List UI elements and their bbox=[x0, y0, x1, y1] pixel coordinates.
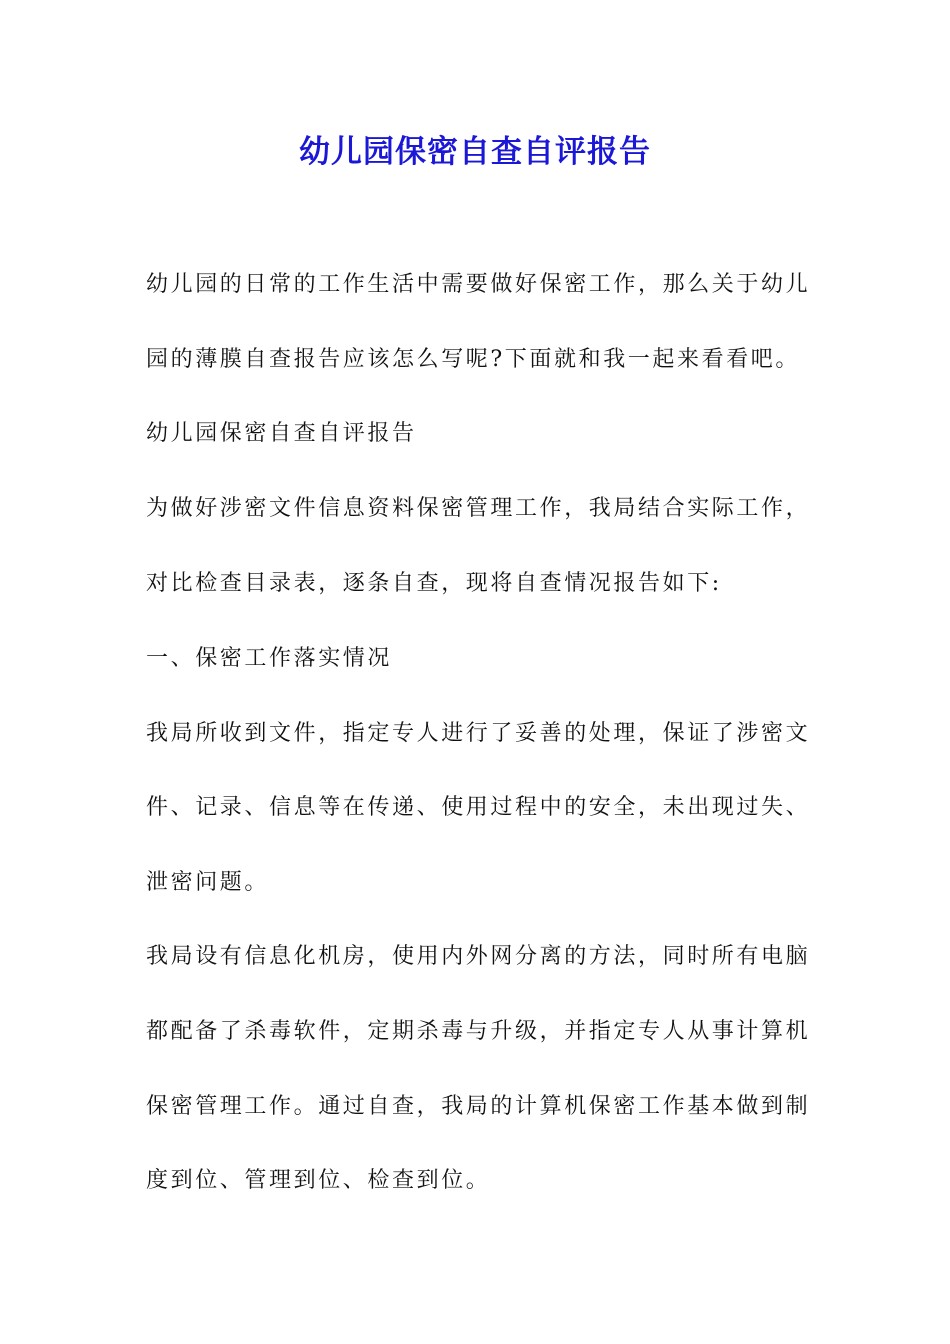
paragraph-line: 幼儿园的日常的工作生活中需要做好保密工作，那么关于幼儿 bbox=[146, 272, 811, 297]
paragraph-line: 为做好涉密文件信息资料保密管理工作，我局结合实际工作， bbox=[146, 496, 811, 521]
paragraph-line: 园的薄膜自查报告应该怎么写呢?下面就和我一起来看看吧。 bbox=[146, 347, 800, 372]
paragraph-line: 对比检查目录表，逐条自查，现将自查情况报告如下: bbox=[146, 571, 722, 596]
paragraph-line: 件、记录、信息等在传递、使用过程中的安全，未出现过失、 bbox=[146, 795, 811, 820]
paragraph-line: 都配备了杀毒软件，定期杀毒与升级，并指定专人从事计算机 bbox=[146, 1019, 811, 1044]
paragraph-line: 保密管理工作。通过自查，我局的计算机保密工作基本做到制 bbox=[146, 1094, 811, 1119]
paragraph-line: 泄密问题。 bbox=[146, 870, 270, 895]
paragraph-line: 我局所收到文件，指定专人进行了妥善的处理，保证了涉密文 bbox=[146, 721, 811, 746]
paragraph-line: 度到位、管理到位、检查到位。 bbox=[146, 1168, 491, 1193]
document-title: 幼儿园保密自查自评报告 bbox=[299, 134, 651, 170]
section-heading: 一、保密工作落实情况 bbox=[146, 646, 393, 671]
paragraph-line: 我局设有信息化机房，使用内外网分离的方法，同时所有电脑 bbox=[146, 944, 811, 969]
section-heading: 幼儿园保密自查自评报告 bbox=[146, 421, 417, 446]
